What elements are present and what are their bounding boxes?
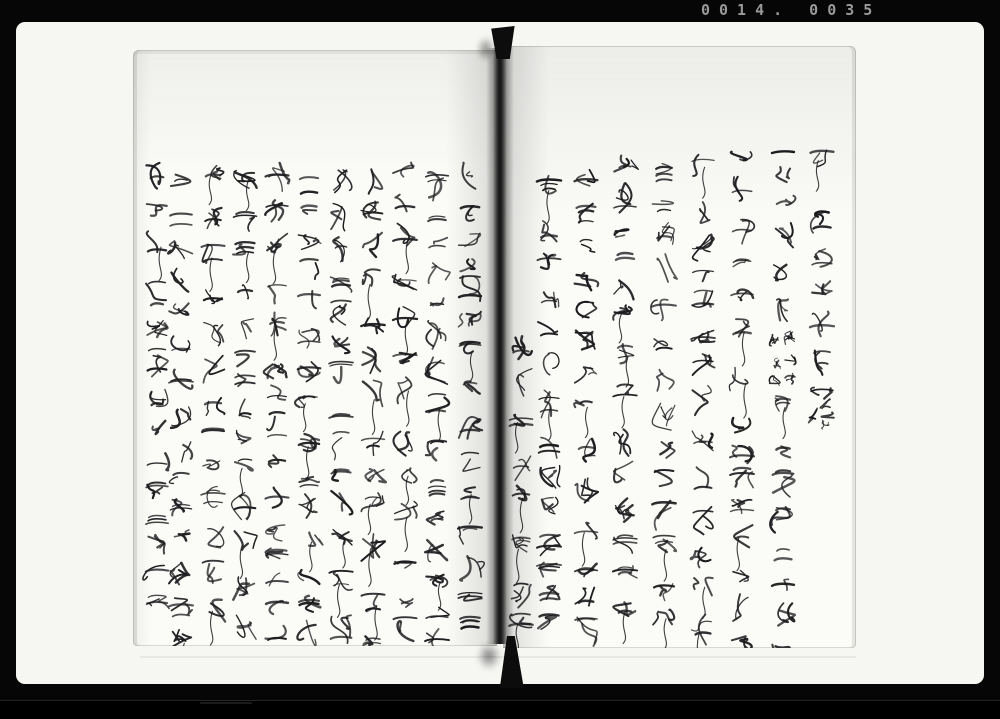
handwriting-column xyxy=(425,172,450,646)
handwriting-column xyxy=(811,150,834,191)
film-bottom-band xyxy=(0,700,1000,719)
handwriting-column xyxy=(329,170,353,643)
handwriting-column xyxy=(537,176,561,629)
handwriting-column xyxy=(784,331,795,384)
handwriting-column xyxy=(774,167,796,321)
handwriting-column xyxy=(729,152,754,648)
backing-sheet xyxy=(16,22,984,684)
page-right-handwriting xyxy=(503,46,856,648)
handwriting-column xyxy=(772,151,794,153)
handwriting-column xyxy=(691,155,715,648)
page-stack-shadow xyxy=(140,656,856,658)
handwriting-column xyxy=(201,166,225,645)
binding-top-smudge xyxy=(476,36,496,62)
handwriting-column xyxy=(574,170,598,646)
handwriting-column xyxy=(361,169,386,646)
page-left xyxy=(133,50,497,646)
handwriting-column xyxy=(295,177,323,646)
handwriting-column xyxy=(143,163,169,609)
handwriting-column xyxy=(613,156,639,644)
handwriting-column xyxy=(232,171,258,640)
handwriting-column xyxy=(809,212,834,423)
handwriting-column xyxy=(770,396,795,648)
handwriting-column xyxy=(168,175,193,646)
page-left-handwriting xyxy=(133,50,497,646)
frame-counter: 0014. 0035 xyxy=(701,1,882,19)
handwriting-column xyxy=(264,163,290,640)
handwriting-column xyxy=(820,399,830,429)
film-scratch xyxy=(200,702,252,704)
page-right xyxy=(503,46,856,648)
book-gutter-shadow xyxy=(486,48,514,644)
handwriting-column xyxy=(458,163,484,629)
handwriting-column xyxy=(392,163,417,642)
handwriting-column xyxy=(651,164,677,648)
handwriting-column xyxy=(769,335,780,386)
